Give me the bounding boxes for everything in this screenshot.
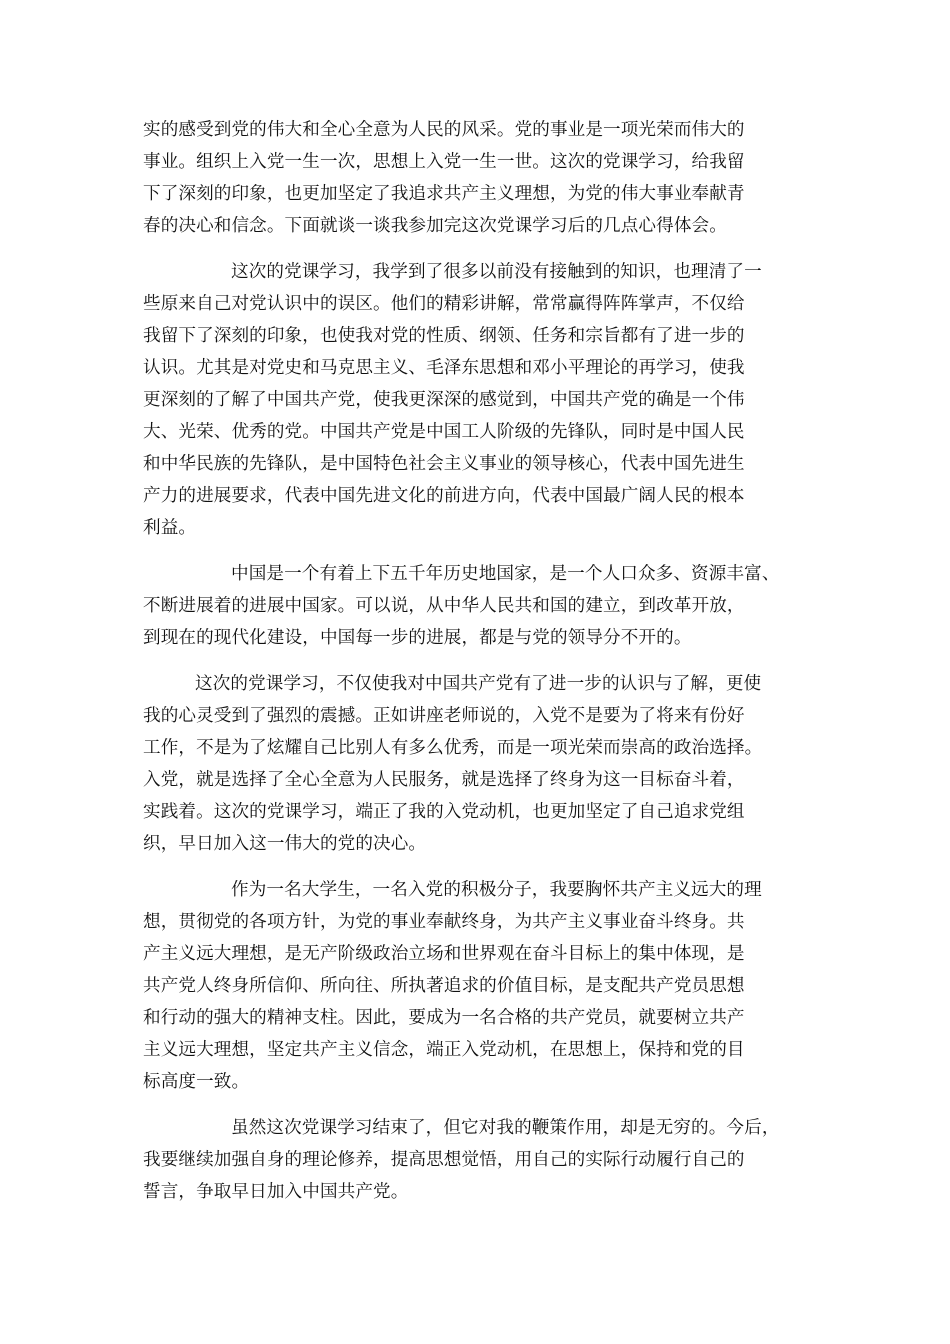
text-line: 我的心灵受到了强烈的震撼。正如讲座老师说的，入党不是要为了将来有份好 bbox=[143, 706, 745, 726]
text-line: 和行动的强大的精神支柱。因此，要成为一名合格的共产党员，就要树立共产 bbox=[143, 1008, 745, 1028]
paragraph-5 bbox=[143, 874, 823, 1098]
text-line: 利益。 bbox=[143, 518, 197, 538]
text-line: 到现在的现代化建设，中国每一步的进展，都是与党的领导分不开的。 bbox=[143, 628, 692, 648]
paragraph-1 bbox=[143, 114, 823, 242]
text-line: 想，贯彻党的各项方针，为党的事业奉献终身，为共产主义事业奋斗终身。共 bbox=[143, 912, 745, 932]
text-line: 共产党人终身所信仰、所向往、所执著追求的价值目标，是支配共产党员思想 bbox=[143, 976, 745, 996]
text-line: 织，早日加入这一伟大的党的决心。 bbox=[143, 834, 427, 854]
paragraph-2 bbox=[143, 256, 823, 544]
paragraph-4 bbox=[143, 668, 823, 860]
text-line: 事业。组织上入党一生一次，思想上入党一生一世。这次的党课学习，给我留 bbox=[143, 152, 745, 172]
text-line: 我留下了深刻的印象，也使我对党的性质、纲领、任务和宗旨都有了进一步的 bbox=[143, 326, 745, 346]
text-line: 虽然这次党课学习结束了，但它对我的鞭策作用，却是无穷的。今后， bbox=[231, 1118, 780, 1138]
text-line: 实的感受到党的伟大和全心全意为人民的风采。党的事业是一项光荣而伟大的 bbox=[143, 120, 745, 140]
text-line: 产主义远大理想，是无产阶级政治立场和世界观在奋斗目标上的集中体现，是 bbox=[143, 944, 745, 964]
text-line: 不断进展着的进展中国家。可以说，从中华人民共和国的建立，到改革开放， bbox=[143, 596, 745, 616]
text-line: 中国是一个有着上下五千年历史地国家，是一个人口众多、资源丰富、 bbox=[231, 564, 780, 584]
paragraph-3 bbox=[143, 558, 823, 654]
text-line: 誓言，争取早日加入中国共产党。 bbox=[143, 1182, 409, 1202]
document-body bbox=[143, 114, 823, 1222]
text-line: 主义远大理想，坚定共产主义信念，端正入党动机，在思想上，保持和党的目 bbox=[143, 1040, 745, 1060]
paragraph-6 bbox=[143, 1112, 823, 1208]
text-line: 实践着。这次的党课学习，端正了我的入党动机，也更加坚定了自己追求党组 bbox=[143, 802, 745, 822]
text-line: 下了深刻的印象，也更加坚定了我追求共产主义理想，为党的伟大事业奉献青 bbox=[143, 184, 745, 204]
text-line: 这次的党课学习，不仅使我对中国共产党有了进一步的认识与了解，更使 bbox=[195, 674, 762, 694]
text-line: 这次的党课学习，我学到了很多以前没有接触到的知识，也理清了一 bbox=[231, 262, 762, 282]
text-line: 入党，就是选择了全心全意为人民服务，就是选择了终身为这一目标奋斗着， bbox=[143, 770, 745, 790]
text-line: 工作，不是为了炫耀自己比别人有多么优秀，而是一项光荣而崇高的政治选择。 bbox=[143, 738, 763, 758]
text-line: 更深刻的了解了中国共产党，使我更深深的感觉到，中国共产党的确是一个伟 bbox=[143, 390, 745, 410]
text-line: 和中华民族的先锋队，是中国特色社会主义事业的领导核心，代表中国先进生 bbox=[143, 454, 745, 474]
text-line: 些原来自己对党认识中的误区。他们的精彩讲解，常常赢得阵阵掌声，不仅给 bbox=[143, 294, 745, 314]
text-line: 春的决心和信念。下面就谈一谈我参加完这次党课学习后的几点心得体会。 bbox=[143, 216, 727, 236]
text-line: 大、光荣、优秀的党。中国共产党是中国工人阶级的先锋队，同时是中国人民 bbox=[143, 422, 745, 442]
text-line: 我要继续加强自身的理论修养，提高思想觉悟，用自己的实际行动履行自己的 bbox=[143, 1150, 745, 1170]
text-line: 标高度一致。 bbox=[143, 1072, 250, 1092]
text-line: 认识。尤其是对党史和马克思主义、毛泽东思想和邓小平理论的再学习，使我 bbox=[143, 358, 745, 378]
text-line: 作为一名大学生，一名入党的积极分子，我要胸怀共产主义远大的理 bbox=[231, 880, 762, 900]
text-line: 产力的进展要求，代表中国先进文化的前进方向，代表中国最广阔人民的根本 bbox=[143, 486, 745, 506]
